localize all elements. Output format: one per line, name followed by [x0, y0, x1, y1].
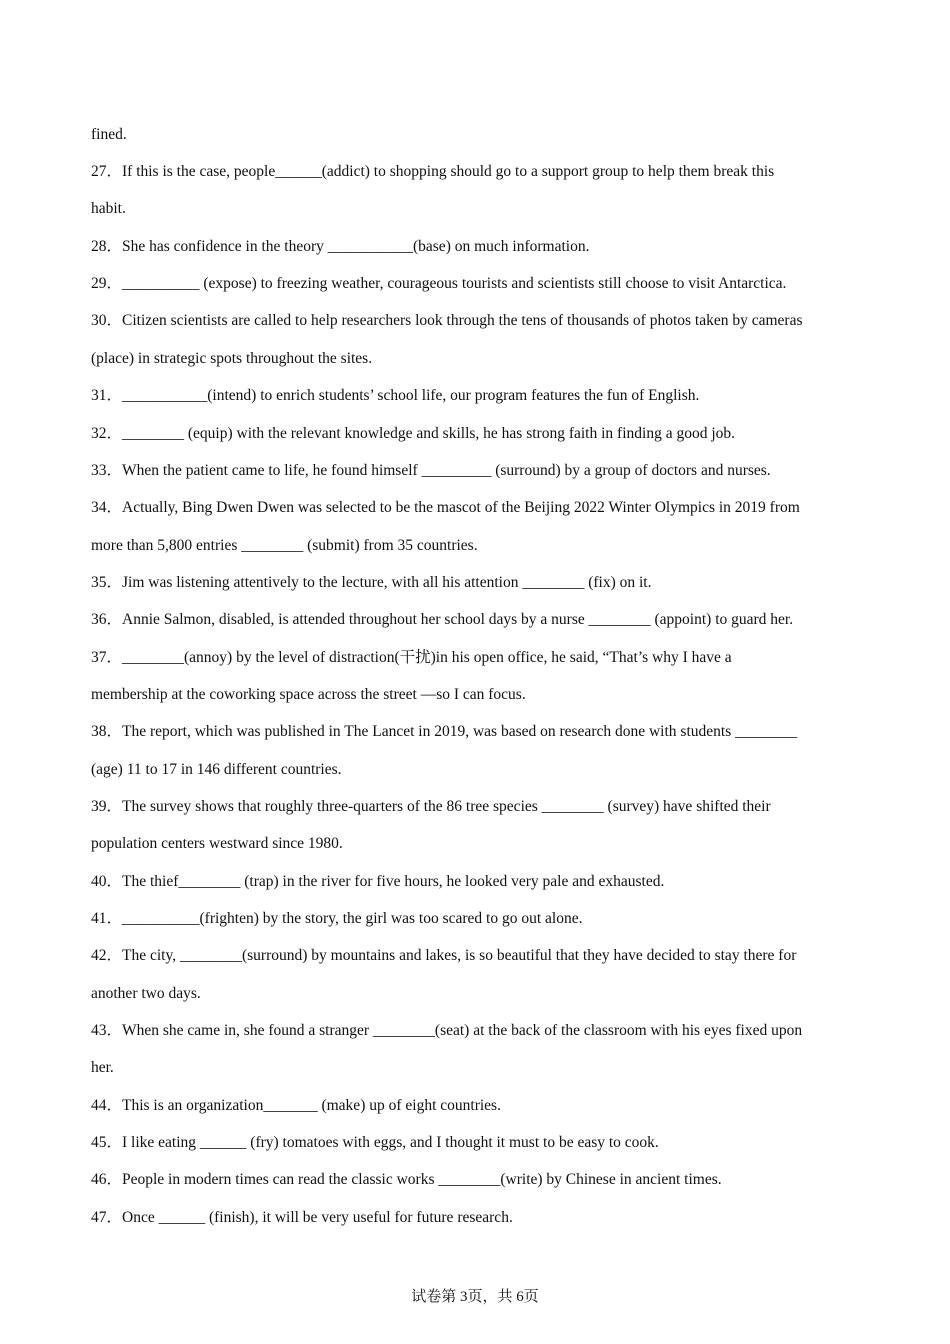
- question-30: 30．Citizen scientists are called to help researchers look through the tens of thousands of photos taken by cameras: [91, 312, 803, 329]
- question-35: 35．Jim was listening attentively to the lecture, with all his attention ________ (fix) on it.: [91, 574, 652, 591]
- text-line: her.: [91, 1059, 114, 1076]
- question-45: 45．I like eating ______ (fry) tomatoes with eggs, and I thought it must to be easy to cook.: [91, 1134, 659, 1151]
- question-28: 28．She has confidence in the theory ___________(base) on much information.: [91, 238, 590, 255]
- text-line: fined.: [91, 126, 127, 143]
- question-32: 32．________ (equip) with the relevant knowledge and skills, he has strong faith in finding a good job.: [91, 425, 735, 442]
- question-27: 27．If this is the case, people______(addict) to shopping should go to a support group to help them break this: [91, 163, 775, 180]
- question-38: 38．The report, which was published in The Lancet in 2019, was based on research done with students ________: [91, 723, 798, 740]
- question-41: 41．__________(frighten) by the story, the girl was too scared to go out alone.: [91, 910, 583, 927]
- text-line: habit.: [91, 200, 126, 217]
- question-46: 46．People in modern times can read the classic works ________(write) by Chinese in ancient times.: [91, 1171, 722, 1188]
- question-37: 37．________(annoy) by the level of distraction(干扰)in his open office, he said, “That’s why I have a: [91, 649, 732, 666]
- question-31: 31．___________(intend) to enrich students’ school life, our program features the fun of English.: [91, 387, 700, 404]
- text-line: population centers westward since 1980.: [91, 835, 343, 852]
- text-line: (place) in strategic spots throughout the sites.: [91, 350, 373, 367]
- question-34: 34．Actually, Bing Dwen Dwen was selected to be the mascot of the Beijing 2022 Winter Olympics in 2019 from: [91, 499, 800, 516]
- question-43: 43．When she came in, she found a stranger ________(seat) at the back of the classroom with his eyes fixed upon: [91, 1022, 803, 1039]
- text-line: another two days.: [91, 985, 201, 1002]
- text-line: more than 5,800 entries ________ (submit) from 35 countries.: [91, 537, 478, 554]
- question-42: 42．The city, ________(surround) by mountains and lakes, is so beautiful that they have decided to stay there for: [91, 947, 797, 964]
- question-36: 36．Annie Salmon, disabled, is attended throughout her school days by a nurse ________ (appoint) to guard her.: [91, 611, 794, 628]
- question-47: 47．Once ______ (finish), it will be very useful for future research.: [91, 1209, 513, 1226]
- text-line: (age) 11 to 17 in 146 different countries.: [91, 761, 342, 778]
- page-footer: 试卷第 3页，共 6页: [411, 1289, 539, 1305]
- question-33: 33．When the patient came to life, he found himself _________ (surround) by a group of doctors and nurses.: [91, 462, 771, 479]
- text-line: membership at the coworking space across the street —so I can focus.: [91, 686, 526, 703]
- question-40: 40．The thief________ (trap) in the river for five hours, he looked very pale and exhausted.: [91, 873, 665, 890]
- question-39: 39．The survey shows that roughly three-quarters of the 86 tree species ________ (survey) have shifted their: [91, 798, 771, 815]
- question-29: 29．__________ (expose) to freezing weather, courageous tourists and scientists still choose to visit Antarctica.: [91, 275, 787, 292]
- question-44: 44．This is an organization_______ (make) up of eight countries.: [91, 1097, 501, 1114]
